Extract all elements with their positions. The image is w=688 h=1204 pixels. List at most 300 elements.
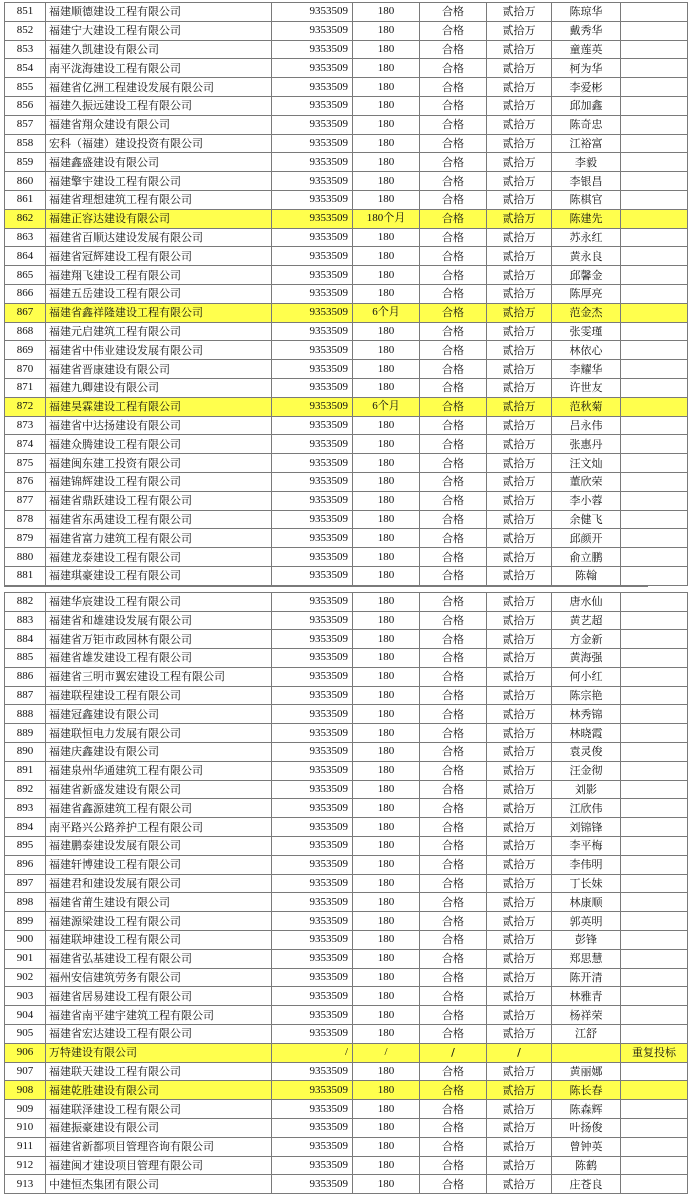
result-cell: 合格 [420,1081,487,1100]
person-cell: 黄海强 [552,649,621,668]
code-cell: 9353509 [272,724,353,743]
result-cell: 合格 [420,322,487,341]
amount-cell: 贰拾万 [487,134,552,153]
row-number: 907 [5,1062,46,1081]
amount-cell: 贰拾万 [487,266,552,285]
amount-cell: 贰拾万 [487,1100,552,1119]
row-number: 902 [5,968,46,987]
person-cell: 范金杰 [552,303,621,322]
period-cell: 180 [353,59,420,78]
code-cell: 9353509 [272,115,353,134]
company-name: 福建闽东建工投资有限公司 [46,454,272,473]
person-cell: 李银昌 [552,172,621,191]
note-cell [621,611,688,630]
note-cell [621,1137,688,1156]
amount-cell: 贰拾万 [487,115,552,134]
period-cell: 180 [353,893,420,912]
note-cell [621,78,688,97]
note-cell [621,491,688,510]
table-row [5,799,688,818]
company-name: 福建众腾建设工程有限公司 [46,435,272,454]
person-cell: 江欣伟 [552,799,621,818]
result-cell: 合格 [420,949,487,968]
amount-cell: 贰拾万 [487,912,552,931]
row-number: 861 [5,190,46,209]
table-row [5,949,688,968]
person-cell: 李伟明 [552,855,621,874]
note-cell [621,1062,688,1081]
amount-cell: 贰拾万 [487,1156,552,1175]
note-cell [621,454,688,473]
amount-cell: 贰拾万 [487,1081,552,1100]
amount-cell: 贰拾万 [487,1062,552,1081]
note-cell [621,115,688,134]
person-cell: 刘锦锋 [552,818,621,837]
row-number: 908 [5,1081,46,1100]
table-row [5,1119,688,1138]
table-row [5,649,688,668]
result-cell: 合格 [420,1062,487,1081]
note-cell [621,416,688,435]
person-cell: 黄丽娜 [552,1062,621,1081]
company-name: 福建君和建设发展有限公司 [46,874,272,893]
person-cell: 江裕富 [552,134,621,153]
amount-cell: 贰拾万 [487,416,552,435]
company-name: 福建源梁建设工程有限公司 [46,912,272,931]
result-cell: 合格 [420,649,487,668]
row-number: 854 [5,59,46,78]
table-row [5,931,688,950]
result-cell: 合格 [420,454,487,473]
row-number: 906 [5,1043,46,1062]
table-row [5,134,688,153]
period-cell: 180 [353,724,420,743]
row-number: 866 [5,284,46,303]
result-cell: 合格 [420,228,487,247]
person-cell: 陈森辉 [552,1100,621,1119]
code-cell: 9353509 [272,1137,353,1156]
code-cell: 9353509 [272,1119,353,1138]
row-number: 904 [5,1006,46,1025]
code-cell: 9353509 [272,284,353,303]
person-cell: 陈厚亮 [552,284,621,303]
note-cell [621,96,688,115]
person-cell: 李毅 [552,153,621,172]
code-cell: 9353509 [272,397,353,416]
note-cell [621,153,688,172]
result-cell: 合格 [420,284,487,303]
company-name: 福建省三明市翼宏建设工程有限公司 [46,667,272,686]
person-cell: 彭锋 [552,931,621,950]
row-number: 895 [5,837,46,856]
amount-cell: 贰拾万 [487,987,552,1006]
table-row [5,284,688,303]
person-cell: 张惠丹 [552,435,621,454]
period-cell: 180 [353,630,420,649]
person-cell: 郑思慧 [552,949,621,968]
period-cell: 180 [353,378,420,397]
row-number: 856 [5,96,46,115]
row-number: 896 [5,855,46,874]
result-cell: 合格 [420,247,487,266]
note-cell [621,630,688,649]
company-name: 福建正容达建设有限公司 [46,209,272,228]
period-cell: 180 [353,837,420,856]
company-name: 福建联程建设工程有限公司 [46,686,272,705]
amount-cell: 贰拾万 [487,855,552,874]
person-cell: 丁长妹 [552,874,621,893]
note-cell [621,837,688,856]
period-cell: 180 [353,21,420,40]
company-name: 福建联天建设工程有限公司 [46,1062,272,1081]
result-cell: 合格 [420,510,487,529]
person-cell: 唐水仙 [552,592,621,611]
company-name: 福建轩博建设工程有限公司 [46,855,272,874]
table-row [5,454,688,473]
row-number: 897 [5,874,46,893]
company-name: 福建鑫盛建设有限公司 [46,153,272,172]
note-cell [621,247,688,266]
company-name: 南平路兴公路养护工程有限公司 [46,818,272,837]
code-cell: 9353509 [272,190,353,209]
period-cell: 180 [353,912,420,931]
period-cell: 6个月 [353,397,420,416]
period-cell: 180 [353,228,420,247]
note-cell [621,1025,688,1044]
result-cell: 合格 [420,611,487,630]
person-cell: 林雅青 [552,987,621,1006]
row-number: 911 [5,1137,46,1156]
result-cell: 合格 [420,548,487,567]
period-cell: 180 [353,686,420,705]
table-row [5,1025,688,1044]
result-cell: 合格 [420,40,487,59]
period-cell: 180 [353,416,420,435]
code-cell: 9353509 [272,491,353,510]
result-cell: 合格 [420,96,487,115]
row-number: 859 [5,153,46,172]
table-row [5,855,688,874]
note-cell [621,322,688,341]
note-cell [621,874,688,893]
table-row [5,1100,688,1119]
period-cell: 180 [353,472,420,491]
company-name: 南平泷海建设工程有限公司 [46,59,272,78]
table-row [5,837,688,856]
result-cell: 合格 [420,472,487,491]
row-number: 885 [5,649,46,668]
result-cell: 合格 [420,592,487,611]
note-cell [621,566,688,585]
amount-cell: 贰拾万 [487,190,552,209]
code-cell: / [272,1043,353,1062]
company-name: 福建省新盛发建设有限公司 [46,780,272,799]
code-cell: 9353509 [272,96,353,115]
row-number: 889 [5,724,46,743]
person-cell: 李平梅 [552,837,621,856]
row-number: 888 [5,705,46,724]
person-cell: 郭英明 [552,912,621,931]
amount-cell: 贰拾万 [487,566,552,585]
company-name: 福建省南平建宇建筑工程有限公司 [46,1006,272,1025]
period-cell: 180 [353,266,420,285]
result-cell: 合格 [420,837,487,856]
period-cell: 180 [353,949,420,968]
table-row [5,472,688,491]
code-cell: 9353509 [272,931,353,950]
period-cell: 180 [353,667,420,686]
note-cell [621,743,688,762]
amount-cell: 贰拾万 [487,611,552,630]
result-cell: 合格 [420,416,487,435]
note-cell [621,1175,688,1194]
result-cell: 合格 [420,761,487,780]
note-cell [621,987,688,1006]
code-cell: 9353509 [272,472,353,491]
amount-cell: 贰拾万 [487,799,552,818]
amount-cell: 贰拾万 [487,3,552,22]
person-cell: 戴秀华 [552,21,621,40]
period-cell: 180 [353,968,420,987]
row-number: 869 [5,341,46,360]
result-cell: 合格 [420,705,487,724]
company-name: 福建振豪建设有限公司 [46,1119,272,1138]
code-cell: 9353509 [272,874,353,893]
table-row [5,761,688,780]
row-number: 874 [5,435,46,454]
amount-cell: 贰拾万 [487,630,552,649]
company-name: 福建久振远建设工程有限公司 [46,96,272,115]
result-cell: 合格 [420,874,487,893]
amount-cell: 贰拾万 [487,378,552,397]
row-number: 892 [5,780,46,799]
company-name: 福建省理想建筑工程有限公司 [46,190,272,209]
note-cell [621,1081,688,1100]
amount-cell: 贰拾万 [487,893,552,912]
note-cell [621,780,688,799]
person-cell: 陈琼华 [552,3,621,22]
code-cell: 9353509 [272,761,353,780]
period-cell: 180 [353,134,420,153]
period-cell: 180 [353,855,420,874]
result-cell: 合格 [420,172,487,191]
person-cell: 袁灵俊 [552,743,621,762]
note-cell [621,667,688,686]
row-number: 899 [5,912,46,931]
result-cell: 合格 [420,1025,487,1044]
note-cell [621,912,688,931]
period-cell: 180 [353,454,420,473]
company-name: 福建锦辉建设工程有限公司 [46,472,272,491]
code-cell: 9353509 [272,134,353,153]
period-cell: 180 [353,1062,420,1081]
result-cell: 合格 [420,1100,487,1119]
person-cell: 陈棋官 [552,190,621,209]
table-row [5,172,688,191]
row-number: 862 [5,209,46,228]
table-row [5,378,688,397]
person-cell: 林晓霞 [552,724,621,743]
amount-cell: 贰拾万 [487,322,552,341]
note-cell [621,1006,688,1025]
note-cell [621,529,688,548]
result-cell: 合格 [420,397,487,416]
amount-cell: 贰拾万 [487,968,552,987]
period-cell: 180 [353,611,420,630]
table-row [5,153,688,172]
code-cell: 9353509 [272,1100,353,1119]
amount-cell: 贰拾万 [487,510,552,529]
row-number: 900 [5,931,46,950]
note-cell [621,686,688,705]
period-cell: 180 [353,1175,420,1194]
row-number: 877 [5,491,46,510]
result-cell: 合格 [420,1006,487,1025]
result-cell: 合格 [420,724,487,743]
row-number: 880 [5,548,46,567]
note-cell [621,3,688,22]
amount-cell: 贰拾万 [487,649,552,668]
row-number: 886 [5,667,46,686]
result-cell: 合格 [420,1119,487,1138]
result-cell: 合格 [420,303,487,322]
person-cell: 何小红 [552,667,621,686]
company-name: 福建翔飞建设工程有限公司 [46,266,272,285]
person-cell: 陈长春 [552,1081,621,1100]
company-name: 福建省居易建设工程有限公司 [46,987,272,1006]
person-cell: 苏永红 [552,228,621,247]
period-cell: 180 [353,510,420,529]
note-cell [621,303,688,322]
note-cell [621,705,688,724]
period-cell: 180 [353,743,420,762]
result-cell: 合格 [420,968,487,987]
person-cell: 童莲英 [552,40,621,59]
period-cell: 180 [353,1119,420,1138]
result-cell: 合格 [420,799,487,818]
note-cell [621,378,688,397]
result-cell: 合格 [420,529,487,548]
period-cell: 180 [353,705,420,724]
note-cell [621,968,688,987]
table-row [5,893,688,912]
code-cell: 9353509 [272,40,353,59]
company-name: 福建省百顺达建设发展有限公司 [46,228,272,247]
table-row [5,1137,688,1156]
person-cell [552,1043,621,1062]
code-cell: 9353509 [272,1175,353,1194]
note-cell [621,190,688,209]
note-cell [621,341,688,360]
table-row [5,266,688,285]
amount-cell: 贰拾万 [487,472,552,491]
code-cell: 9353509 [272,416,353,435]
row-number: 912 [5,1156,46,1175]
code-cell: 9353509 [272,1156,353,1175]
code-cell: 9353509 [272,548,353,567]
company-name: 福建庆鑫建设有限公司 [46,743,272,762]
result-cell: 合格 [420,818,487,837]
person-cell: 黄永良 [552,247,621,266]
code-cell: 9353509 [272,322,353,341]
code-cell: 9353509 [272,303,353,322]
row-number: 884 [5,630,46,649]
company-name: 福建闽才建设项目管理有限公司 [46,1156,272,1175]
period-cell: 180 [353,341,420,360]
person-cell: 林依心 [552,341,621,360]
table-row [5,529,688,548]
table-row [5,322,688,341]
result-cell: 合格 [420,21,487,40]
note-cell: 重复投标 [621,1043,688,1062]
person-cell: 陈奇忠 [552,115,621,134]
person-cell: 庄苍良 [552,1175,621,1194]
company-name: 福建华宸建设工程有限公司 [46,592,272,611]
company-name: 福建省东禹建设工程有限公司 [46,510,272,529]
note-cell [621,360,688,379]
amount-cell: 贰拾万 [487,303,552,322]
code-cell: 9353509 [272,529,353,548]
company-name: 福州安信建筑劳务有限公司 [46,968,272,987]
amount-cell: 贰拾万 [487,1006,552,1025]
row-number: 909 [5,1100,46,1119]
table-row [5,1043,688,1062]
company-name: 福建龙泰建设工程有限公司 [46,548,272,567]
period-cell: 180 [353,987,420,1006]
person-cell: 李爱彬 [552,78,621,97]
amount-cell: 贰拾万 [487,818,552,837]
person-cell: 林康顺 [552,893,621,912]
amount-cell: 贰拾万 [487,284,552,303]
note-cell [621,818,688,837]
note-cell [621,855,688,874]
table-row [5,548,688,567]
result-cell: 合格 [420,190,487,209]
row-number: 901 [5,949,46,968]
company-name: 福建联恒电力发展有限公司 [46,724,272,743]
table-row [5,397,688,416]
company-name: 福建省鼎跃建设工程有限公司 [46,491,272,510]
code-cell: 9353509 [272,1006,353,1025]
amount-cell: 贰拾万 [487,21,552,40]
note-cell [621,931,688,950]
code-cell: 9353509 [272,649,353,668]
result-cell: 合格 [420,153,487,172]
company-name: 福建省翔众建设有限公司 [46,115,272,134]
company-name: 福建省新都项目管理咨询有限公司 [46,1137,272,1156]
period-cell: 180 [353,566,420,585]
result-cell: 合格 [420,266,487,285]
period-cell: 180 [353,172,420,191]
period-cell: 180 [353,115,420,134]
table-row [5,724,688,743]
row-number: 857 [5,115,46,134]
table-row [5,874,688,893]
result-cell: 合格 [420,3,487,22]
code-cell: 9353509 [272,611,353,630]
table-row [5,21,688,40]
note-cell [621,472,688,491]
code-cell: 9353509 [272,78,353,97]
result-cell: 合格 [420,912,487,931]
code-cell: 9353509 [272,743,353,762]
amount-cell: 贰拾万 [487,78,552,97]
company-name: 福建元启建筑工程有限公司 [46,322,272,341]
person-cell: 曾钟英 [552,1137,621,1156]
code-cell: 9353509 [272,592,353,611]
company-name: 福建省弘基建设工程有限公司 [46,949,272,968]
amount-cell: 贰拾万 [487,1137,552,1156]
